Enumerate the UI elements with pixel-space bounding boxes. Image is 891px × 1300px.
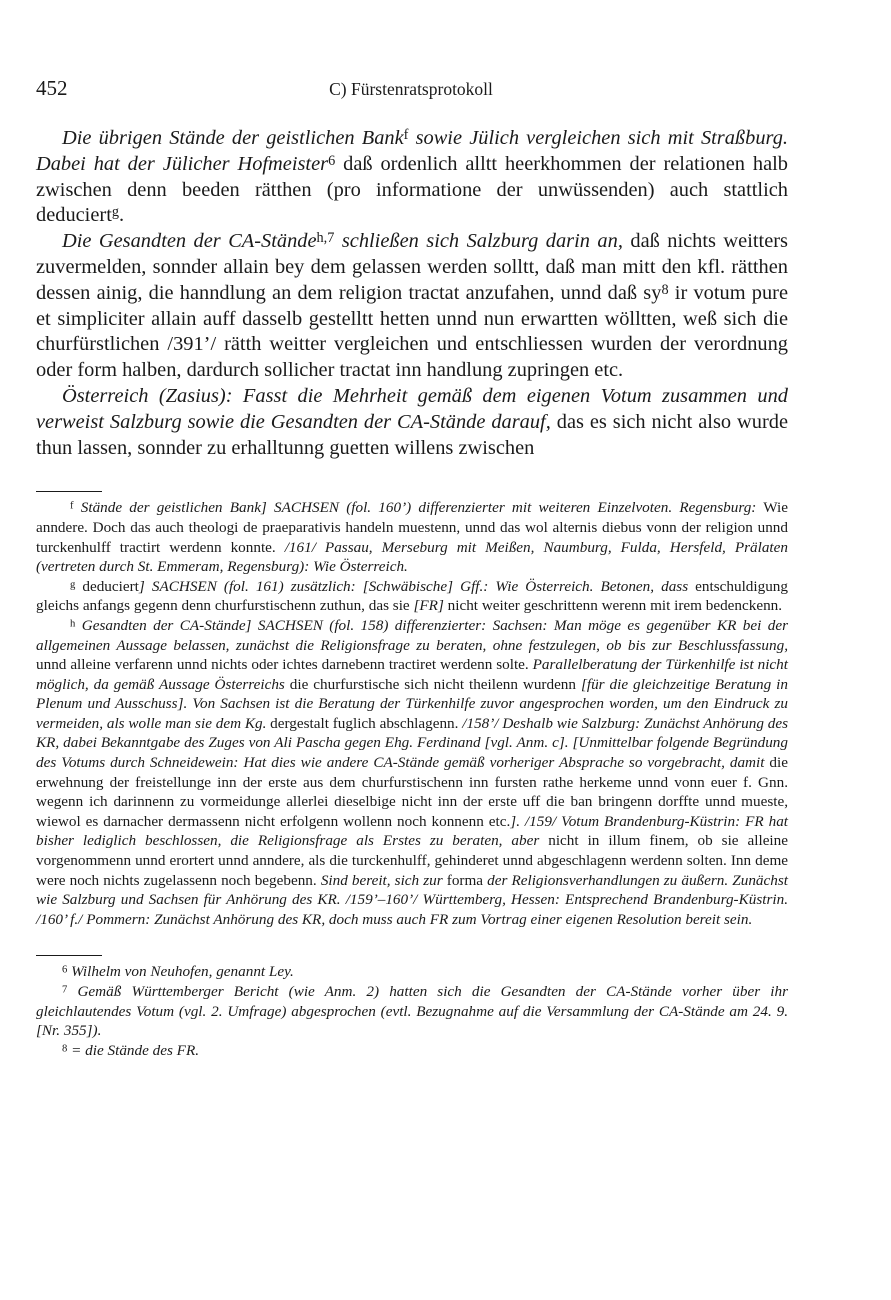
- source-text: ir votum pure et simpliciter allain auff dasselb gestelltt hetten unnd nun erwartten wölltten, weß sich die churfürstlichen /391’/ rätth weitter vergleichen und entschliessen wurden der verordnung oder form halben, dardurch sollicher tractat inn handlung zupringen etc.: [36, 281, 788, 382]
- source-text: das es sich nicht also wurde thun lassen, sonnder zu erhalltunng guetten willens zwischen: [36, 410, 788, 459]
- footnote-ref-6: 6: [328, 152, 336, 169]
- apparatus-note-g: [36, 577, 788, 616]
- page-number: 452: [36, 76, 68, 100]
- apparatus-lemma: deduciert: [82, 577, 139, 595]
- apparatus-divider: [36, 491, 102, 492]
- apparatus-quote: nicht weiter geschrittenn werenn mit irem bedenckenn.: [443, 597, 783, 615]
- editor-summary: Die übrigen Stände der geistlichen Bank: [62, 127, 404, 149]
- apparatus-italic: [FR]: [413, 597, 444, 615]
- apparatus-quote: dergestalt fuglich abschlagenn.: [266, 714, 463, 732]
- footnote-7: [36, 982, 788, 1041]
- apparatus-italic: ] SACHSEN (fol. 161) zusätzlich: [Schwäbische] Gff.: Wie Österreich. Betonen, dass: [138, 577, 689, 595]
- apparatus-italic: /158’/ Deshalb wie Salzburg: Zunächst Anhörung des KR, dabei Bekanntgabe des Zuges von Ali Pascha gegen Ehg. Ferdinand [vgl. Anm. c]. [Unmittelbar folgende Begründung des Votums durch Schneidewein: Hat dies wie andere CA-Stände gemäß vorheriger Absprache so vorgebracht, damit: [36, 714, 788, 772]
- editor-summary: sowie Jülich vergleichen sich mit Straßburg. Dabei hat der Jülicher Hofmeister: [36, 127, 788, 175]
- editor-summary: Österreich (Zasius): Fasst die Mehrheit gemäß dem eigenen Votum zusammen und verweist Salzburg sowie die Gesandten der CA-Stände darauf,: [36, 384, 788, 433]
- paragraph-ca-estates: [36, 229, 788, 384]
- main-text: [36, 126, 788, 461]
- apparatus-mark: h: [70, 618, 76, 630]
- footnotes: [36, 962, 788, 1060]
- apparatus-ref-h-7: h,7: [316, 230, 335, 247]
- footnote-mark: 7: [62, 984, 68, 996]
- apparatus-ref-f: f: [403, 127, 409, 144]
- apparatus-quote: forma: [442, 871, 488, 889]
- running-head: C) Fürstenratsprotokoll: [329, 79, 493, 99]
- apparatus-italic: [für die gleichzeitige Beratung in Plenum und Ausschuss]. Von Sachsen ist die Beratung der Türkenhilfe zuvor angesprochen worden, um den Eindruck zu vermeiden, als wolle man sie dem Kg.: [36, 675, 788, 732]
- footnote-ref-8: 8: [661, 281, 669, 298]
- apparatus-note-h: [36, 616, 788, 930]
- apparatus-quote: die churfurstische sich nicht theilenn wurdenn: [284, 675, 581, 693]
- apparatus-italic: Gesandten der CA-Stände] SACHSEN (fol. 158) differenzierter: Sachsen: Man möge es gegenüber KR bei der allgemeinen Aussage belassen, zunächst die Religionsfrage zu beraten, ohne festzulegen, ob bis zur Beschlussfassung,: [36, 616, 789, 654]
- footnote-text: = die Stände des FR.: [71, 1041, 200, 1059]
- apparatus-note-f: [36, 498, 788, 576]
- apparatus-italic: Sind bereit, sich zur: [320, 871, 443, 889]
- footnote-divider: [36, 955, 102, 956]
- editor-summary: Die Gesandten der CA-Stände: [62, 230, 317, 253]
- source-text: .: [119, 204, 125, 227]
- apparatus-quote: die erwehnung der freistellunge inn der erste aus dem churfurstischenn inn fursten rathe herkeme unnd vonn euer f. Gnn. wegenn ich darinnenn zu vormeidunge allerlei dieselbige nicht inn der erste uff die ban bringenn dorffte unnd mueste, wiewol es darnacher dermassenn nicht erfolgenn wollenn noch konnenn etc.: [36, 754, 788, 830]
- apparatus-quote: Wie anndere. Doch das auch theologi de praeparativis handeln muestenn, unnd das wol alternis diebus vonn der religion unnd turckenhulff tractirt werdenn konnte.: [36, 499, 788, 556]
- apparatus-quote: entschuldigung gleichs anfangs gegenn denn churfurstischenn zuthun, das sie: [36, 577, 788, 615]
- paragraph-other-estates: [36, 126, 788, 229]
- apparatus-italic: Stände der geistlichen Bank] SACHSEN (fol. 160’) differenzierter mit weiteren Einzelvoten. Regensburg:: [80, 499, 757, 517]
- apparatus-italic: ]. /159/ Votum Brandenburg-Küstrin: FR hat bisher lediglich beschlossen, die Religionsfrage als Erstes zu beraten, aber: [36, 812, 789, 850]
- apparatus-italic: Parallelberatung der Türkenhilfe ist nicht möglich, da gemäß Aussage Österreichs: [36, 656, 788, 693]
- footnote-8: [36, 1041, 788, 1061]
- footnote-6: [36, 962, 788, 982]
- apparatus-quote: nicht in illum finem, ob sie alleine vorgenommenn unnd erortert unnd anndere, als die turckenhulff, gehinderet unnd abgeschlagenn werdenn solten. Inn deme were noch nichts zugelassenn noch begebenn.: [36, 832, 788, 889]
- footnote-text: Wilhelm von Neuhofen, genannt Ley.: [71, 963, 294, 981]
- footnote-text: Gemäß Württemberger Bericht (wie Anm. 2) hatten sich die Gesandten der CA-Stände vorher über ihr gleichlautendes Votum (vgl. 2. Umfrage) abgesprochen (evtl. Bezugnahme auf die Versammlung der CA-Stände am 24. 9. [Nr. 355]).: [36, 983, 789, 1040]
- page-header: [36, 76, 786, 108]
- apparatus-mark: g: [70, 579, 76, 591]
- textual-apparatus: [36, 498, 788, 929]
- paragraph-austria: [36, 384, 788, 461]
- apparatus-italic: der Religionsverhandlungen zu äußern. Zunächst wie Salzburg und Sachsen für Anhörung des KR. /159’–160’/ Württemberg, Hessen: Entsprechend Brandenburg-Küstrin. /160’ f./ Pommern: Zunächst Anhörung des KR, doch muss auch FR zum Vortrag einer eigenen Resolution bereit sein.: [36, 871, 788, 928]
- apparatus-quote: unnd alleine verfarenn unnd nichts oder ichtes darnebenn tractiret werdenn solte.: [36, 656, 533, 674]
- editor-summary: schließen sich Salzburg darin an,: [334, 230, 623, 253]
- source-text: daß nichts weitters zuvermelden, sonnder allain bey dem gelassen werden solltt, daß man mitt den kfl. rätthen dessen ainig, die hanndlung an dem religion tractat anzufahen, unnd daß sy: [36, 230, 788, 304]
- apparatus-mark: f: [70, 500, 74, 512]
- source-text: daß ordenlich alltt heerkhommen der relationen halb zwischen denn beeden rätthen (pro informatione der unwüssenden) auch stattlich deduciert: [36, 152, 788, 227]
- apparatus-ref-g: g: [111, 204, 119, 221]
- footnote-mark: 8: [62, 1043, 68, 1055]
- footnote-mark: 6: [62, 964, 68, 976]
- apparatus-italic: /161/ Passau, Merseburg mit Meißen, Naumburg, Fulda, Hersfeld, Prälaten (vertreten durch St. Emmeram, Regensburg): Wie Österreich.: [36, 538, 788, 576]
